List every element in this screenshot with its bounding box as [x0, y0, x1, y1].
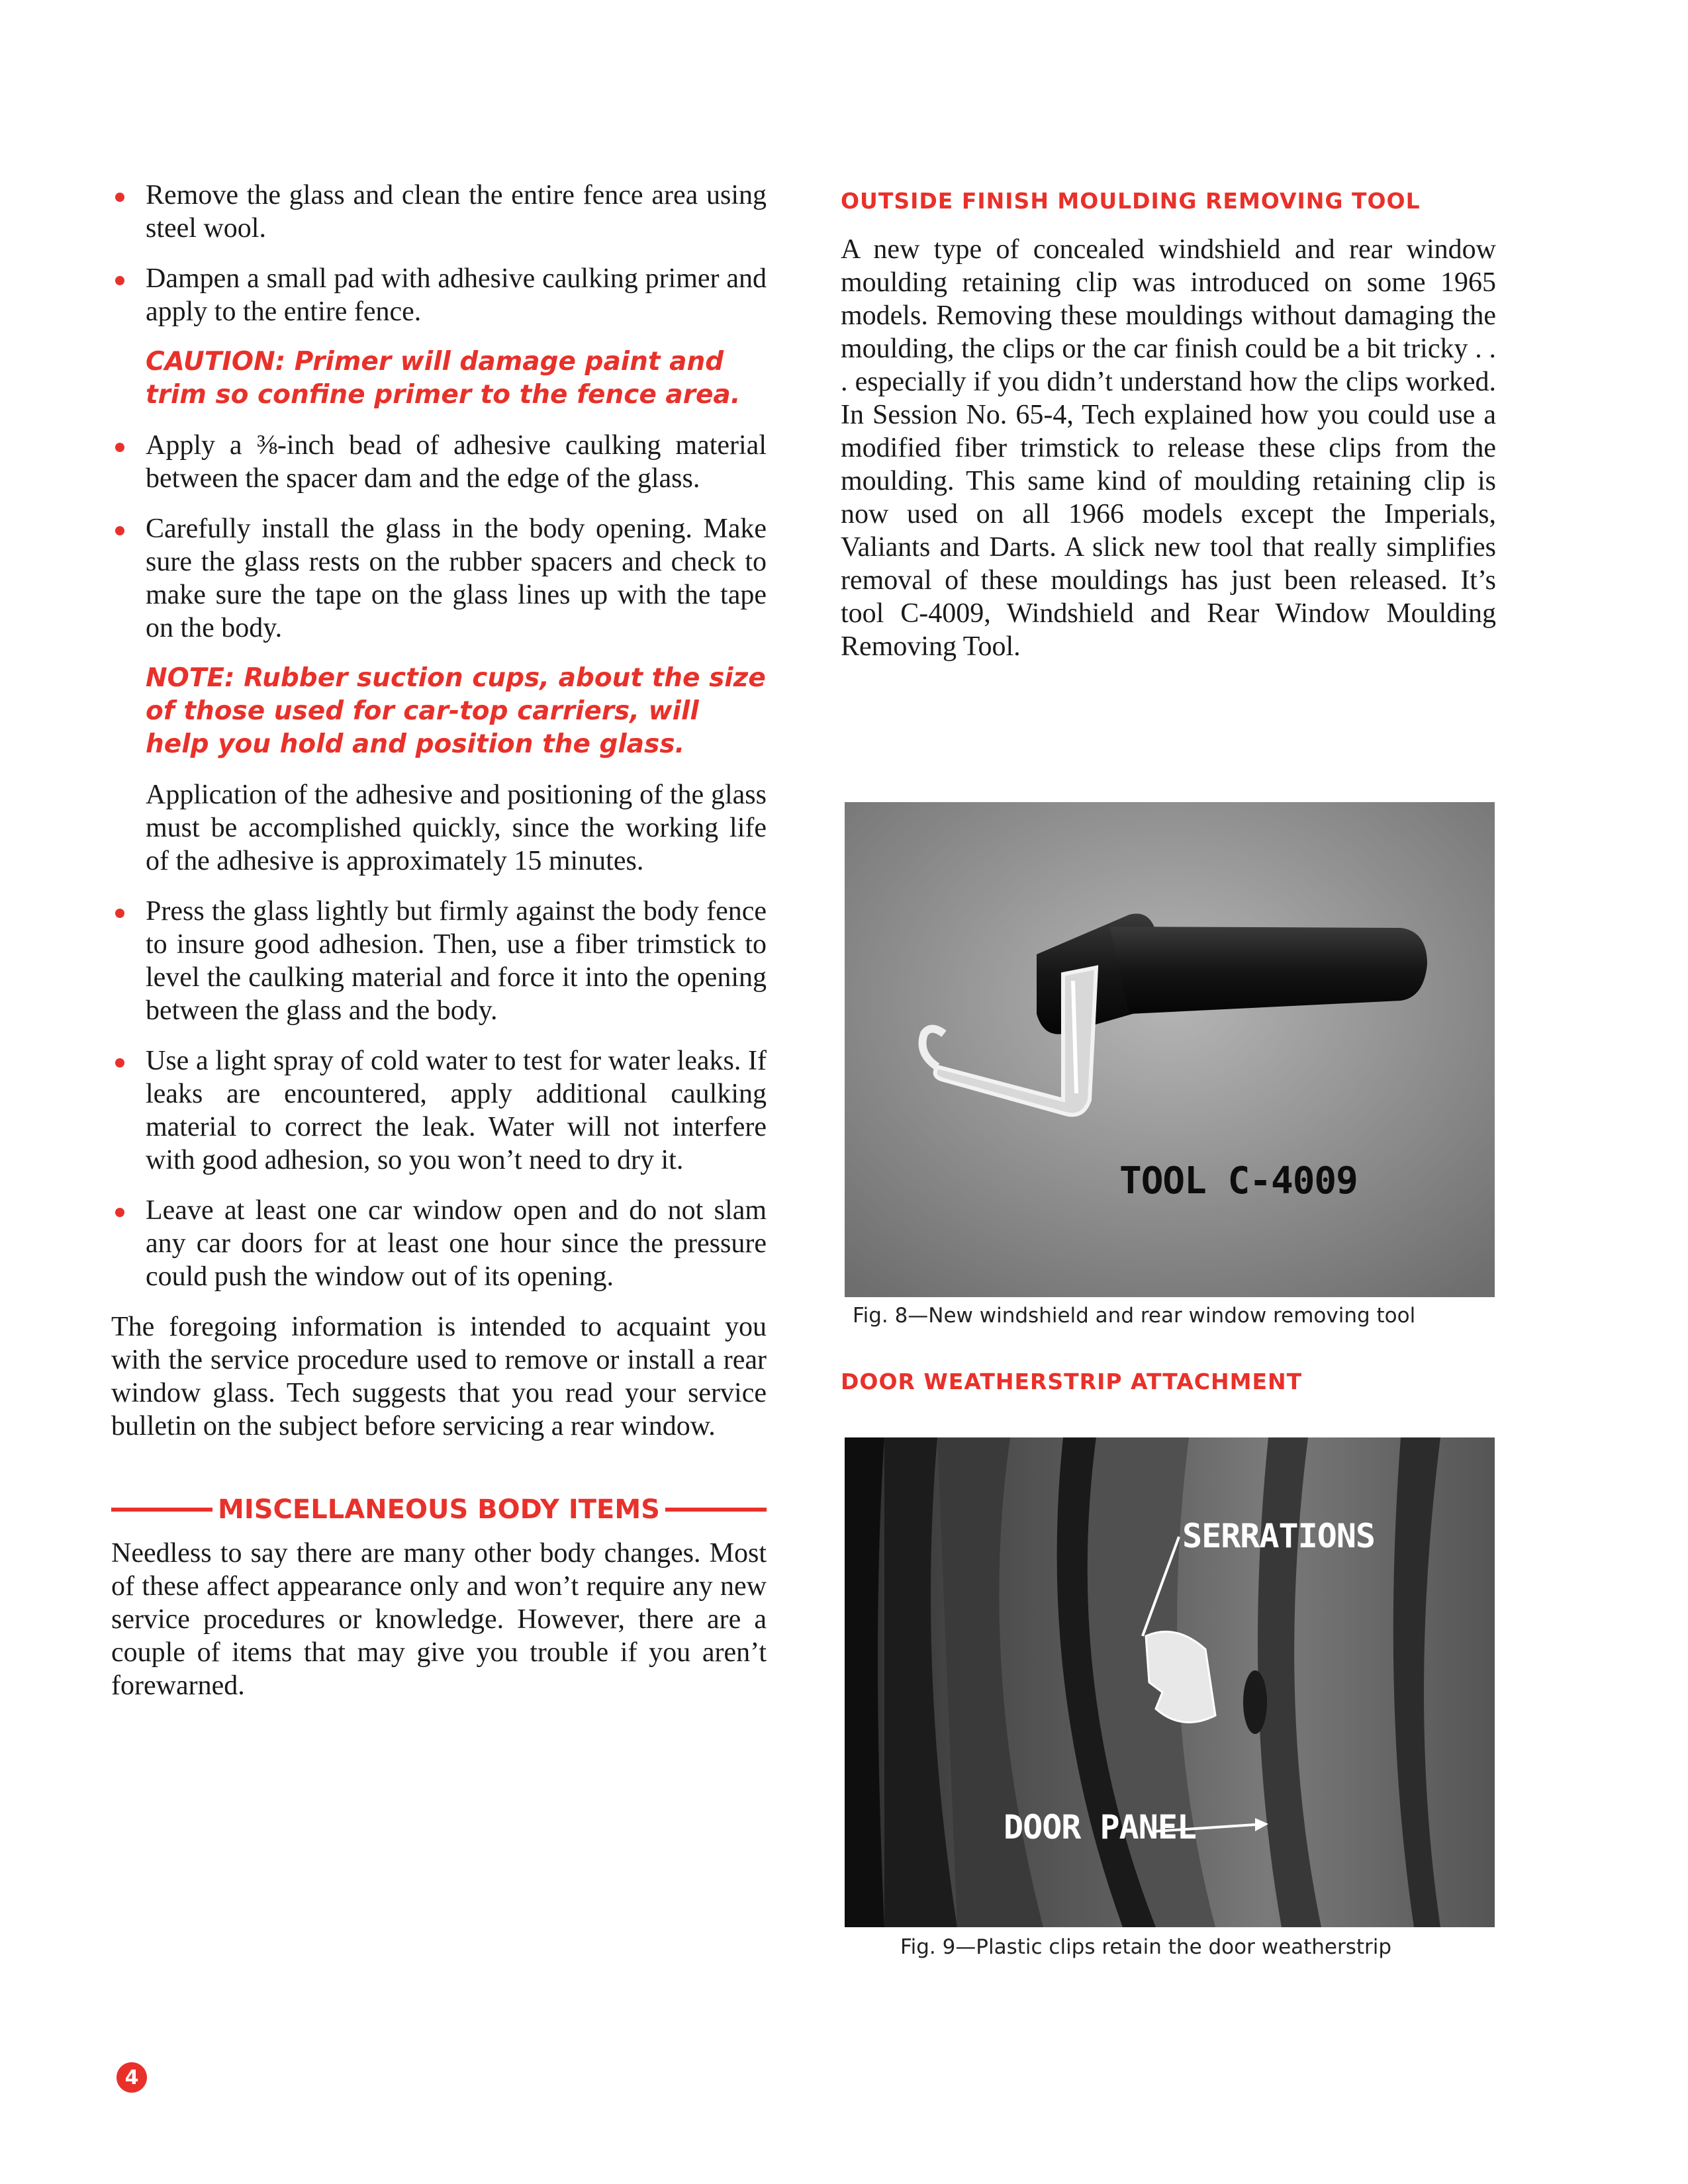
bullet-text: Dampen a small pad with adhesive caulking primer and apply to the entire fence.: [146, 263, 767, 327]
bullet-text: Remove the glass and clean the entire fence area using steel wool.: [146, 180, 767, 244]
bullet-item: [111, 895, 767, 1027]
misc-body-items-heading: [111, 1494, 767, 1525]
bullet-text: Use a light spray of cold water to test for water leaks. If leaks are encountered, apply additional caulking material to correct the leak. Water will not interfere with good adhesion, so you won’t need to dry it.: [146, 1046, 767, 1175]
moulding-tool-paragraph: A new type of concealed windshield and rear window moulding retaining clip was introduced on some 1965 models. Removing these mouldings without damaging the moulding, the clips or the car finish could be a bit tricky . . . especially if you didn’t understand how the clips worked. In Session No. 65-4, Tech explained how you could use a modified fiber trimstick to release these clips from the moulding. This same kind of moulding retaining clip is now used on all 1966 models except the Imperials, Valiants and Darts. A slick new tool that really simplifies removal of these mouldings has just been released. It’s tool C-4009, Windshield and Rear Window Moulding Removing Tool.: [841, 234, 1496, 662]
bullet-dot-icon: [115, 526, 124, 535]
bullet-item: [111, 1194, 767, 1293]
serrations-label: SERRATIONS: [1182, 1517, 1376, 1555]
misc-heading-text: MISCELLANEOUS BODY ITEMS: [218, 1494, 660, 1525]
fig8-tool-photo: [845, 802, 1495, 1297]
bullet-list-2: [111, 429, 767, 645]
bullet-list-1: [111, 179, 767, 328]
bullet-text: Leave at least one car window open and do not slam any car doors for at least one hour since the pressure could push the window out of its opening.: [146, 1195, 767, 1292]
suction-cups-note: NOTE: Rubber suction cups, about the size of those used for car-top carriers, will help you hold and position the glass.: [146, 663, 766, 759]
tool-illustration: [845, 802, 1495, 1297]
bullet-dot-icon: [115, 443, 124, 452]
moulding-tool-heading: OUTSIDE FINISH MOULDING REMOVING TOOL: [841, 188, 1421, 214]
fig9-weatherstrip-photo: [845, 1437, 1495, 1927]
fig9-caption: Fig. 9—Plastic clips retain the door weatherstrip: [900, 1935, 1392, 1959]
bullet-dot-icon: [115, 193, 124, 202]
bullet-item: [111, 262, 767, 328]
bullet-text: Carefully install the glass in the body opening. Make sure the glass rests on the rubber spacers and check to make sure the tape on the glass lines up with the tape on the body.: [146, 514, 767, 643]
page-number-badge: 4: [117, 2062, 147, 2093]
weatherstrip-illustration: [845, 1437, 1495, 1927]
heading-rule-left: [111, 1508, 212, 1512]
door-panel-label: DOOR PANEL: [1004, 1808, 1197, 1846]
door-weatherstrip-heading: DOOR WEATHERSTRIP ATTACHMENT: [841, 1369, 1303, 1394]
bullet-item: [111, 179, 767, 245]
bullet-text: Press the glass lightly but firmly against the body fence to insure good adhesion. Then, use a fiber trimstick to level the caulking material and force it into the opening between the glass and the body.: [146, 896, 767, 1026]
fig8-tool-label: TOOL C-4009: [1119, 1160, 1358, 1203]
application-paragraph: Application of the adhesive and positioning of the glass must be accomplished quickly, since the working life of the adhesive is approximately 15 minutes.: [146, 780, 767, 876]
bullet-item: [111, 1044, 767, 1177]
bullet-dot-icon: [115, 909, 124, 918]
left-column: [111, 179, 767, 1719]
bullet-dot-icon: [115, 1208, 124, 1217]
fig8-caption: Fig. 8—New windshield and rear window removing tool: [853, 1304, 1416, 1328]
bullet-dot-icon: [115, 1058, 124, 1068]
caution-note: CAUTION: Primer will damage paint and trim so confine primer to the fence area.: [146, 347, 741, 410]
bullet-item: [111, 512, 767, 645]
foregoing-paragraph: The foregoing information is intended to acquaint you with the service procedure used to remove or install a rear window glass. Tech suggests that you read your service bulletin on the subject before servicing a rear window.: [111, 1312, 767, 1441]
bullet-list-3: [111, 895, 767, 1293]
bullet-item: [111, 429, 767, 495]
bullet-text: Apply a ⅜-inch bead of adhesive caulking material between the spacer dam and the edge of the glass.: [146, 430, 767, 494]
misc-paragraph: Needless to say there are many other body changes. Most of these affect appearance only and won’t require any new service procedures or knowledge. However, there are a couple of items that may give you trouble if you aren’t forewarned.: [111, 1538, 767, 1701]
bullet-dot-icon: [115, 276, 124, 285]
heading-rule-right: [665, 1508, 767, 1512]
